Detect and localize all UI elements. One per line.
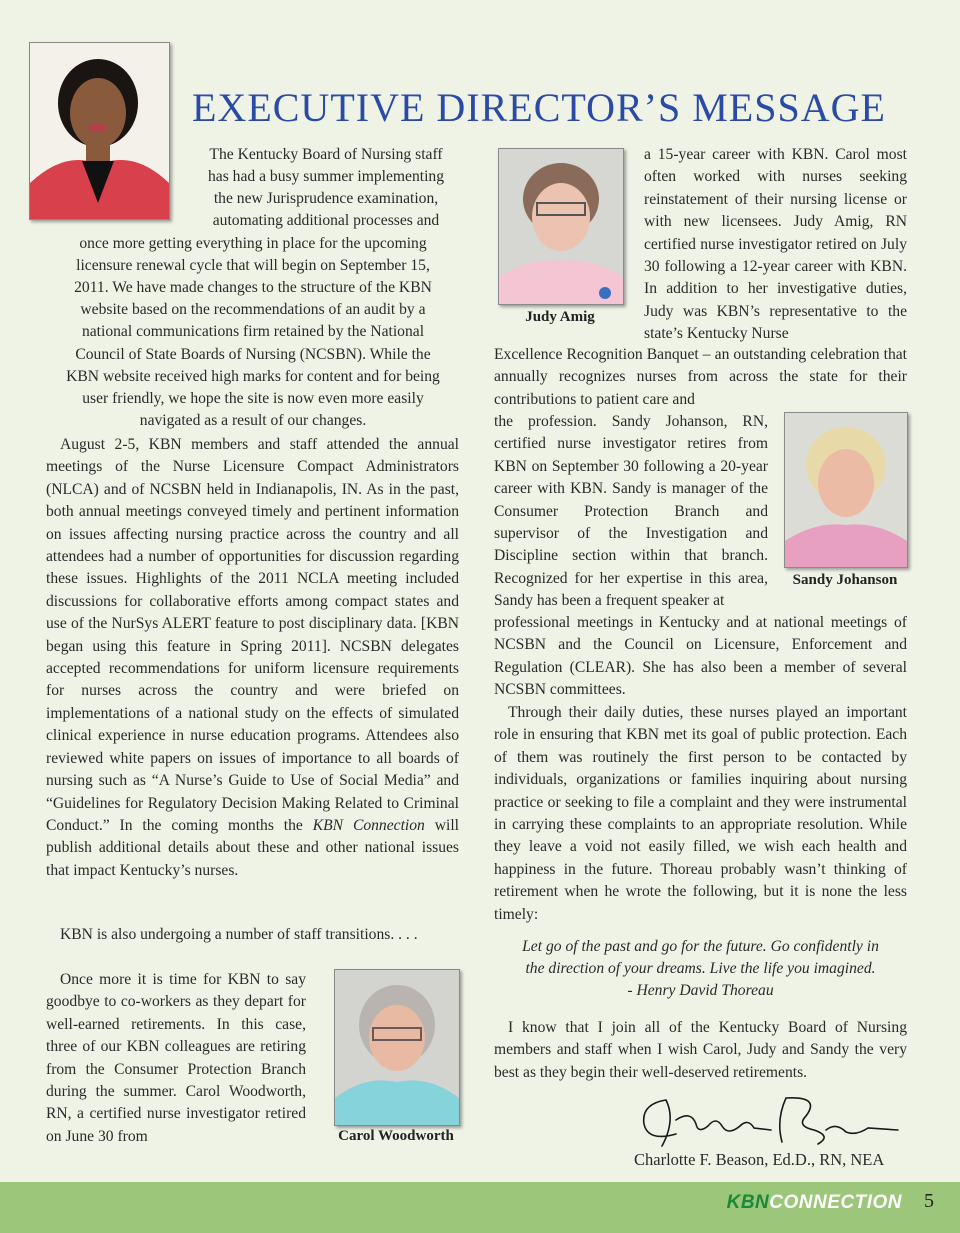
judy-amig-photo	[498, 148, 624, 305]
nlca-text: August 2-5, KBN members and staff attended the annual meetings of the Nurse Licensure Compact Administrators (NLCA) and of NCSBN held in Indianapolis, IN. As in the past, both annual meetings conveyed timely and pertinent information on issues affecting nursing practice across the country and all attendees had a number of opportunities for discussion regarding these issues. Highlights of the 2011 NCLA meeting included discussions for collaborative efforts among compact states and use of the NurSys ALERT feature to post disciplinary data. [KBN began using this feature in Spring 2011]. NCSBN delegates accepted recommendations for uniform licensure requirements for nurses across the country and were briefed on implementations of a national study on the effects of simulated clinical experience in nurse education programs. Attendees also reviewed white papers on issues of importance to all boards of nursing such as “A Nurse’s Guide to Use of Social Media” and “Guidelines for Regulatory Decision Making Related to Criminal Conduct.” In the coming months the	[46, 436, 459, 834]
staff-paragraph-top: a 15-year career with KBN. Carol most often worked with nurses seeking reinstatement of their nursing license or with new licensees. Judy Amig, RN certified nurse investigator retired on July 30 following a 12-year career with KBN. In addition to her investigative duties, Judy was KBN’s representative to the state’s Kentucky Nurse	[644, 146, 907, 343]
intro-line: licensure renewal cycle that will begin on September 15,	[76, 257, 430, 274]
intro-line: The Kentucky Board of Nursing staff	[209, 146, 443, 163]
intro-line: has had a busy summer implementing	[207, 168, 445, 185]
kbn-connection-logo	[727, 1192, 902, 1214]
director-portrait-image	[30, 43, 169, 219]
intro-line: website based on the recommendations of an audit by a	[80, 301, 426, 318]
transitions-line: KBN is also undergoing a number of staff transitions. . . .	[60, 926, 418, 943]
intro-line: the new Jurisprudence examination,	[213, 190, 439, 207]
intro-line: automating additional processes and	[212, 212, 440, 229]
page-title: EXECUTIVE DIRECTOR’S MESSAGE	[192, 85, 886, 130]
quote-line: Let go of the past and go for the future. Go confidently in	[522, 938, 879, 955]
judy-caption: Judy Amig	[525, 309, 595, 325]
sandy-caption: Sandy Johanson	[792, 572, 898, 588]
nlca-text-end: will publish additional details about these and other national issues that impact Kentucky’s nurses.	[46, 816, 459, 879]
carol-portrait-image	[335, 970, 459, 1125]
publication-name: KBN Connection	[312, 816, 425, 834]
nlca-paragraph	[46, 434, 459, 882]
logo-connection: CONNECTION	[769, 1192, 902, 1213]
intro-line: KBN website received high marks for content and for being	[66, 368, 440, 385]
carol-caption: Carol Woodworth	[338, 1128, 454, 1144]
page-number: 5	[924, 1190, 934, 1212]
carol-woodworth-photo	[334, 969, 460, 1126]
intro-line: 2011. We have made changes to the structure of the KBN	[74, 279, 432, 296]
intro-line: Council of State Boards of Nursing (NCSBN). While the	[75, 346, 431, 363]
staff-paragraph-mid: Excellence Recognition Banquet – an outstanding celebration that annually recognizes nurses from across the state for their contributions to patient care and	[494, 346, 907, 408]
logo-kbn: KBN	[726, 1192, 770, 1213]
intro-line: national communications firm retained by the National	[81, 323, 425, 340]
director-photo	[29, 42, 170, 220]
quote-line: the direction of your dreams. Live the life you imagined.	[525, 960, 876, 977]
quote-author: - Henry David Thoreau	[627, 982, 774, 999]
staff-paragraph-end: professional meetings in Kentucky and at national meetings of NCSBN and the Council on Licensure, Enforcement and Regulation (CLEAR). She has also been a member of several NCSBN committees.	[494, 614, 907, 699]
retirements-paragraph: Once more it is time for KBN to say goodbye to co-workers as they depart for well-earned retirements. In this case, three of our KBN colleagues are retiring from the Consumer Protection Branch during the summer. Carol Woodworth, RN, a certified nurse investigator retired on June 30 from	[46, 971, 306, 1145]
sandy-johanson-photo	[784, 412, 908, 568]
sandy-portrait-image	[785, 413, 907, 567]
footer-bar	[0, 1182, 960, 1233]
closing-paragraph: I know that I join all of the Kentucky Board of Nursing members and staff when I wish Carol, Judy and Sandy the very best as they begin their well-deserved retirements.	[494, 1019, 907, 1081]
duties-paragraph: Through their daily duties, these nurses played an important role in ensuring that KBN met its goal of public protection. Each of them was routinely the first person to be contacted by individuals, organizations or families inquiring about nursing practice or seeking to file a complaint and they were instrumental in carrying these complaints to an appropriate resolution. While they leave a void not easily filled, we wish each health and happiness in the future. Thoreau probably wasn’t thinking of retirement when he wrote the following, but it is none the less timely:	[494, 704, 907, 923]
intro-line: user friendly, we hope the site is now even more easily	[82, 390, 424, 407]
judy-portrait-image	[499, 149, 623, 304]
signature-name: Charlotte F. Beason, Ed.D., RN, NEA	[634, 1150, 885, 1169]
staff-paragraph-side: the profession. Sandy Johanson, RN, certified nurse investigator retires from KBN on September 30 following a 20-year career with KBN. Sandy is manager of the Consumer Protection Branch and supervisor of the Investigation and Discipline section within that branch. Recognized for her expertise in this area, Sandy has been a frequent speaker at	[494, 413, 768, 610]
intro-line: once more getting everything in place for the upcoming	[79, 235, 427, 252]
signature-image	[636, 1090, 906, 1152]
intro-line: navigated as a result of our changes.	[139, 412, 367, 429]
